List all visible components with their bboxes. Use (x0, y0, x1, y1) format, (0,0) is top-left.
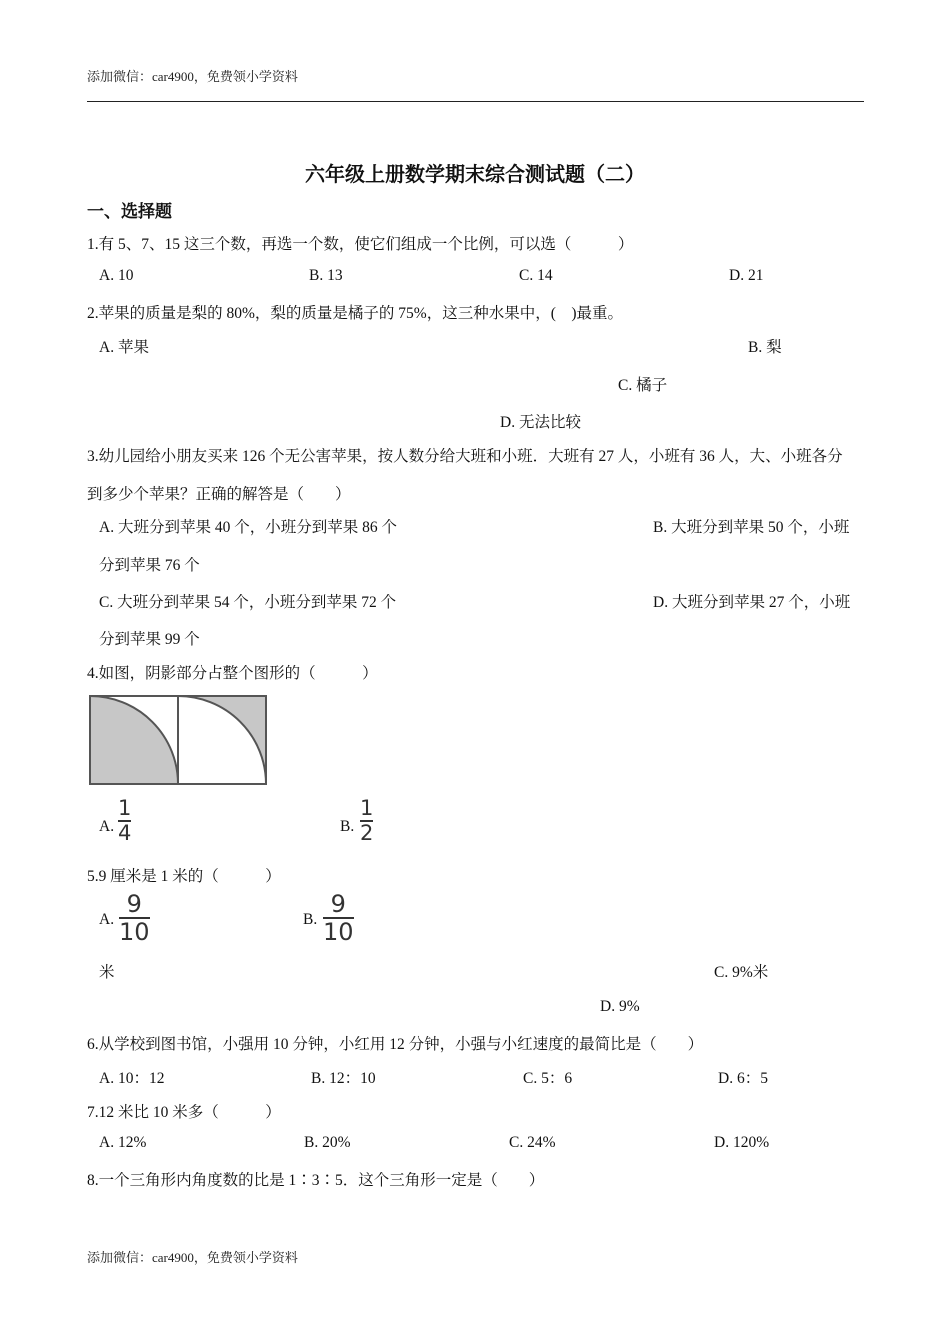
q1-option-a[interactable]: A. 10 (99, 267, 134, 284)
question-3-line-2: 到多少个苹果？正确的解答是（ ） (87, 486, 351, 503)
q5-option-b-fraction (323, 892, 354, 944)
q7-option-a[interactable]: A. 12% (99, 1134, 147, 1151)
section-heading: 一、选择题 (87, 202, 172, 221)
question-7: 7.12 米比 10 米多（ ） (87, 1104, 281, 1121)
question-5: 5.9 厘米是 1 米的（ ） (87, 868, 281, 885)
q4-option-b-fraction (360, 798, 373, 844)
q1-option-b[interactable]: B. 13 (309, 267, 343, 284)
fraction-denominator: 4 (118, 821, 132, 845)
fraction-numerator: 9 (126, 890, 142, 918)
q2-option-b[interactable]: B. 梨 (748, 339, 782, 356)
page-footer: 添加微信：car4900，免费领小学资料 (87, 1250, 298, 1265)
q3-option-d[interactable]: D. 大班分到苹果 27 个，小班 (653, 594, 851, 611)
q1-option-c[interactable]: C. 14 (519, 267, 553, 284)
q5-unit-text: 米 (99, 964, 115, 981)
q3-option-b-cont: 分到苹果 76 个 (99, 557, 200, 574)
q3-option-d-cont: 分到苹果 99 个 (99, 631, 200, 648)
q5-option-a[interactable]: A. (99, 911, 115, 928)
question-1: 1.有 5、7、15 这三个数，再选一个数，使它们组成一个比例，可以选（ ） (87, 236, 634, 253)
q3-option-c[interactable]: C. 大班分到苹果 54 个，小班分到苹果 72 个 (99, 594, 397, 611)
fraction-denominator: 10 (323, 918, 354, 946)
question-6: 6.从学校到图书馆，小强用 10 分钟，小红用 12 分钟，小强与小红速度的最简比是（ ） (87, 1036, 704, 1053)
header-divider (87, 101, 864, 102)
q3-option-b[interactable]: B. 大班分到苹果 50 个，小班 (653, 519, 850, 536)
question-4: 4.如图，阴影部分占整个图形的（ ） (87, 665, 378, 682)
shaded-quarter-circles-figure (88, 694, 268, 786)
fraction-numerator: 1 (360, 796, 374, 820)
q4-option-a-fraction (118, 798, 131, 844)
q1-option-d[interactable]: D. 21 (729, 267, 764, 284)
fraction-numerator: 9 (330, 890, 346, 918)
q4-option-a[interactable]: A. (99, 818, 115, 835)
q6-option-c[interactable]: C. 5：6 (523, 1070, 573, 1087)
q7-option-d[interactable]: D. 120% (714, 1134, 770, 1151)
q2-option-d[interactable]: D. 无法比较 (500, 414, 581, 431)
q7-option-b[interactable]: B. 20% (304, 1134, 351, 1151)
q2-option-a[interactable]: A. 苹果 (99, 339, 149, 356)
question-2: 2.苹果的质量是梨的 80%，梨的质量是橘子的 75%，这三种水果中，( )最重。 (87, 305, 624, 322)
q2-option-c[interactable]: C. 橘子 (618, 377, 668, 394)
q5-option-c[interactable]: C. 9%米 (714, 964, 769, 981)
page-title: 六年级上册数学期末综合测试题（二） (305, 164, 645, 186)
fraction-numerator: 1 (118, 796, 132, 820)
q5-option-b[interactable]: B. (303, 911, 318, 928)
q6-option-d[interactable]: D. 6：5 (718, 1070, 768, 1087)
q6-option-b[interactable]: B. 12：10 (311, 1070, 376, 1087)
q4-option-b[interactable]: B. (340, 818, 355, 835)
question-8: 8.一个三角形内角度数的比是 1∶3∶5．这个三角形一定是（ ） (87, 1172, 545, 1189)
q7-option-c[interactable]: C. 24% (509, 1134, 556, 1151)
q3-option-a[interactable]: A. 大班分到苹果 40 个，小班分到苹果 86 个 (99, 519, 397, 536)
page-header: 添加微信：car4900，免费领小学资料 (87, 69, 298, 84)
fraction-denominator: 10 (119, 918, 150, 946)
question-3-line-1: 3.幼儿园给小朋友买来 126 个无公害苹果，按人数分给大班和小班．大班有 27 人，小班有 36 人，大、小班各分 (87, 448, 843, 465)
q5-option-a-fraction (119, 892, 150, 944)
q5-option-d[interactable]: D. 9% (600, 998, 640, 1015)
fraction-denominator: 2 (360, 821, 374, 845)
q6-option-a[interactable]: A. 10：12 (99, 1070, 165, 1087)
